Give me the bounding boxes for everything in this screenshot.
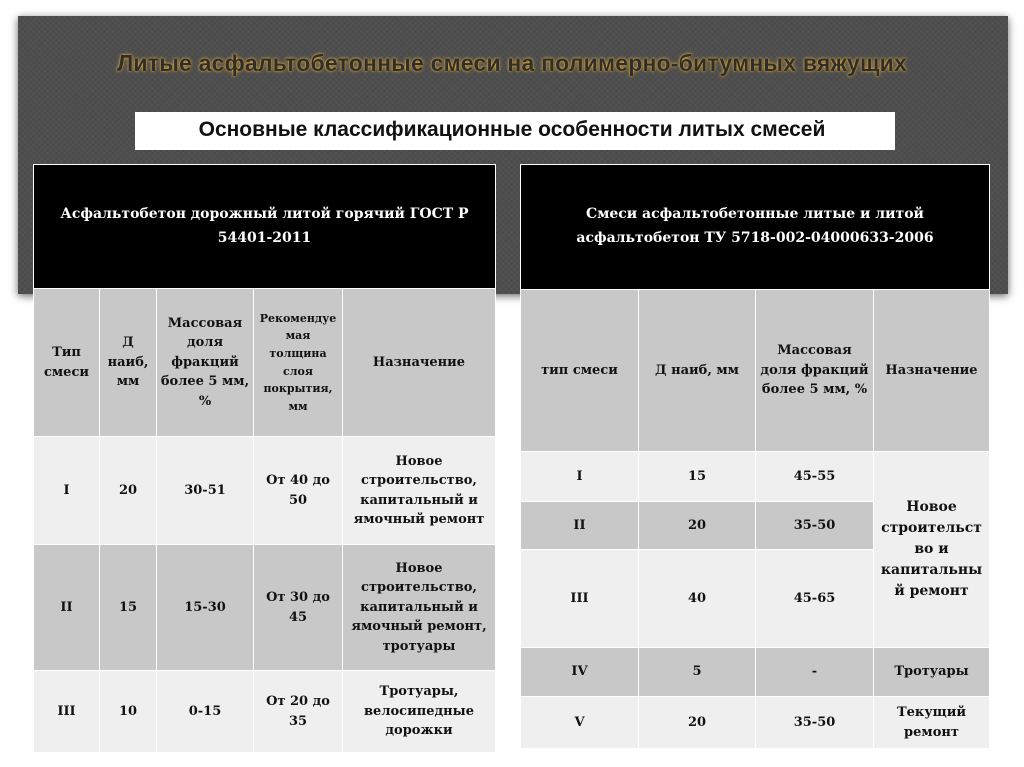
- cell-mass: 35-50: [756, 502, 874, 550]
- left-col-purpose: Назначение: [343, 289, 496, 437]
- right-table: [520, 164, 990, 748]
- cell-d: 10: [100, 671, 157, 753]
- cell-thickness: От 30 до 45: [254, 545, 343, 671]
- subtitle: Основные классификационные особенности литых смесей: [198, 118, 826, 141]
- cell-purpose: Новое строительство, капитальный и ямочный ремонт, тротуары: [343, 545, 496, 671]
- cell-purpose: Текущий ремонт: [874, 697, 990, 749]
- cell-mass: 15-30: [157, 545, 254, 671]
- cell-type: I: [34, 437, 100, 545]
- table-row: [34, 545, 496, 671]
- table-row: [521, 648, 990, 697]
- cell-d: 15: [100, 545, 157, 671]
- right-table-header: Смеси асфальтобетонные литые и литой асфальтобетон ТУ 5718-002-04000633-2006: [521, 165, 990, 290]
- cell-d: 20: [639, 697, 756, 749]
- cell-type: II: [34, 545, 100, 671]
- cell-mass: 30-51: [157, 437, 254, 545]
- cell-type: III: [34, 671, 100, 753]
- cell-purpose: Новое строительство, капитальный и ямочный ремонт: [343, 437, 496, 545]
- left-col-d: Д наиб, мм: [100, 289, 157, 437]
- cell-mass: 45-65: [756, 550, 874, 648]
- cell-mass: 45-55: [756, 452, 874, 502]
- left-col-mass: Массовая доля фракций более 5 мм, %: [157, 289, 254, 437]
- cell-type: I: [521, 452, 639, 502]
- table-row: [521, 697, 990, 749]
- table-row: [34, 437, 496, 545]
- right-col-type: тип смеси: [521, 290, 639, 452]
- cell-d: 20: [639, 502, 756, 550]
- table-row: [34, 671, 496, 753]
- cell-d: 20: [100, 437, 157, 545]
- cell-purpose: Тротуары, велосипедные дорожки: [343, 671, 496, 753]
- cell-mass: 35-50: [756, 697, 874, 749]
- cell-type: IV: [521, 648, 639, 697]
- cell-mass: 0-15: [157, 671, 254, 753]
- cell-d: 40: [639, 550, 756, 648]
- cell-purpose: Тротуары: [874, 648, 990, 697]
- cell-mass: -: [756, 648, 874, 697]
- left-col-type: Тип смеси: [34, 289, 100, 437]
- cell-thickness: От 40 до 50: [254, 437, 343, 545]
- right-col-purpose: Назначение: [874, 290, 990, 452]
- cell-d: 15: [639, 452, 756, 502]
- right-col-mass: Массовая доля фракций более 5 мм, %: [756, 290, 874, 452]
- cell-type: II: [521, 502, 639, 550]
- table-row: [521, 452, 990, 502]
- left-col-thickness: Рекомендуемая толщина слоя покрытия, мм: [254, 289, 343, 437]
- left-table-header: Асфальтобетон дорожный литой горячий ГОСТ Р 54401-2011: [34, 165, 496, 289]
- slide-title: Литые асфальтобетонные смеси на полимерно-битумных вяжущих: [117, 50, 907, 76]
- right-col-d: Д наиб, мм: [639, 290, 756, 452]
- cell-type: III: [521, 550, 639, 648]
- cell-merged-purpose: Новое строительство и капитальный ремонт: [874, 452, 990, 648]
- left-table: [33, 164, 496, 752]
- cell-type: V: [521, 697, 639, 749]
- cell-d: 5: [639, 648, 756, 697]
- cell-thickness: От 20 до 35: [254, 671, 343, 753]
